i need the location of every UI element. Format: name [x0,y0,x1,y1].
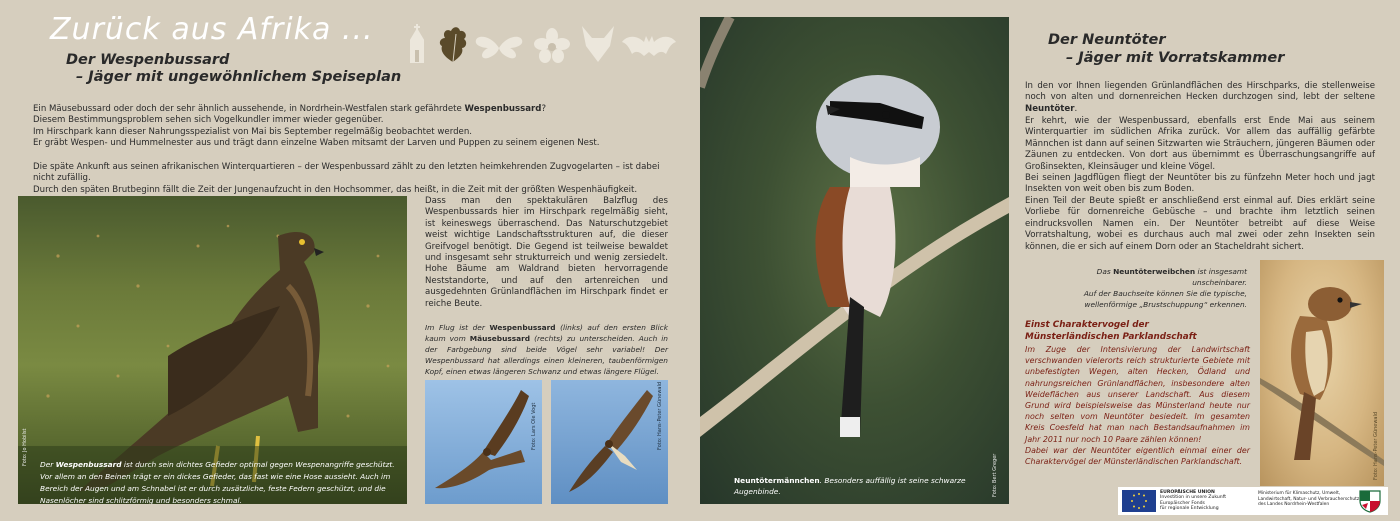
female-caption: Das Neuntöterweibchen ist insgesamt unscheinbarer. Auf der Bauchseite können Sie die typische, wellenförmige „Brustschuppung“ erkennen. [1083,267,1247,309]
intro-paragraph-2: Die späte Ankunft aus seinen afrikanischen Winterquartieren – der Wespenbussard zählt zu den letzten heimkehrenden Zugvogelarten – ist dabei nicht zufällig. Durch den späten Brutbeginn fällt die Zeit der Jungenaufzucht in den Hochsommer, das heißt, in die Zeit mit der größten Wespenhäufigkeit. [33,162,660,195]
flower-icon [534,28,570,64]
flight-photo-credit-1: Foto: Lars Ole Vogt [531,402,537,450]
male-caption: Neuntötermännchen. Besonders auffällig ist seine schwarze Augenbinde. [734,476,966,496]
page-title: Zurück aus Afrika ... [50,12,374,47]
intro-paragraph-1: Ein Mäusebussard oder doch der sehr ähnlich aussehende, in Nordrhein-Westfalen stark gefährdete Wespenbussard? Diesem Bestimmungsproblem sehen sich Vogelkundler immer wieder gegenüber. Im Hirschpark kann dieser Nahrungsspezialist von Mai bis September regelmäßig beobachtet werden. Er gräbt Wespen- und Hummelnester aus und trägt dann einzelne Waben mitsamt der Larven und Puppen zu seinem eigenen Nest. [33,104,600,149]
fox-icon [578,24,618,64]
red-backed-shrike-female-photo [1260,260,1384,486]
right-subtitle-line2: – Jäger mit Vorratskammer [1066,50,1285,66]
right-paragraph-3: Einen Teil der Beute spießt er anschließend erst einmal auf. Dies erklärt seine Vorliebe für dornenreiche Gebüsche – und brachte ihm letztlich seinen eindrucksvollen Namen ein. Der Neuntöter betreibt auf diese Weise Vorratshaltung, wobei es durchaus auch mal zwei oder zehn Insekten sein können, die er sich auf einem Dorn oder an Stacheldraht sichert. [1025,196,1375,252]
female-photo-credit: Foto: Hans-Peter Günewald [1373,411,1379,480]
right-paragraph-1: In den vor Ihnen liegenden Grünlandflächen des Hirschparks, die stellenweise noch von alten und dornenreichen Hecken durchzogen sind, lebt der seltene Neuntöter. [1025,81,1375,114]
eu-text: EUROPÄISCHE UNION Investition in unsere Zukunft Europäischer Fonds für regionale Entwicklung [1160,490,1227,512]
body-column: Dass man den spektakulären Balzflug des Wespenbussards hier im Hirschpark regelmäßig sieht, ist keineswegs überraschend. Das Naturschutzgebiet weist wichtige Landschaftsstrukturen auf, die dieser Greifvogel benötigt. Die Gegend ist teilweise bewaldet und insgesamt sehr strukturreich und wenig zersiedelt. Hohe Bäume am Waldrand bieten hervorragende Neststandorte, und auf den artenreichen und ausgedehnten Grünlandflächen im Hirschpark findet er reiche Beute. [425,196,668,309]
bat-icon [622,32,676,62]
right-paragraph-2: Er kehrt, wie der Wespenbussard, ebenfalls erst Ende Mai aus seinem Winterquartier im südlichen Afrika zurück. Vor allem das auffällig gefärbte Männchen ist dann auf seinen Sitzwarten wie Sträuchern, jüngeren Bäumen oder Zäunen zu entdecken. Von dort aus übernimmt es Überraschungsangriffe auf Großinsekten, Kleinsäuger und kleine Vögel. Bei seinen Jagdflügen fliegt der Neuntöter bis zu fünfzehn Meter hoch und jagt Insekten von weit oben bis zum Boden. [1025,116,1375,195]
honey-buzzard-photo [18,196,407,504]
logos-footer [1118,487,1388,515]
photo-credit: Foto: Jo Hobilst [22,428,28,466]
right-subtitle-line1: Der Neuntöter [1048,32,1166,48]
eu-flag-icon [1122,490,1156,512]
flight-photo-honey-buzzard [425,380,542,504]
subtitle-line1: Der Wespenbussard [66,52,230,68]
oak-leaf-icon [436,24,470,64]
subtitle-line2: – Jäger mit ungewöhnlichem Speiseplan [76,69,402,85]
red-backed-shrike-male-photo [700,17,1009,504]
nrw-coat-of-arms-icon [1358,489,1382,513]
butterfly-icon [474,34,524,62]
photo-caption: Der Wespenbussard ist durch sein dichtes Gefieder optimal gegen Wespenangriffe geschützt. Vor allem an den Beinen trägt er ein dickes Gefieder, das fast wie eine Hose aussieht. Auch im Bereich der Augen und am Schnabel ist er durch zusätzliche, feste Federn geschützt, und die Nasenlöcher sind schlitzförmig und besonders schmal. [40,460,395,504]
male-photo-credit: Foto: Bert Greger [992,453,998,497]
flight-caption: Im Flug ist der Wespenbussard (links) auf den ersten Blick kaum vom Mäusebussard (rechts) zu unterscheiden. Auch in der Farbgebung sind beide Vögel sehr variabel! Der Wespenbussard hat allerdings einen kleineren, taubenförmigen Kopf, einen etwas längeren Schwanz und etwas längere Flügel. [425,323,668,376]
box-text: Im Zuge der Intensivierung der Landwirtschaft verschwanden vielerorts reich strukturierte Gebiete mit unbefestigten Wegen, alten Hecken, Ödland und nahrungsreichen Grünlandflächen, insbesondere alten Weideflächen aus unserer Landschaft. Aus diesem Grund wird beispielsweise das Münsterland heute nur noch selten vom Neuntöter besiedelt. Im gesamten Kreis Coesfeld hat man nach Bestandsaufnahmen im Jahr 2011 nur noch 10 Paare zählen können! Dabei war der Neuntöter eigentlich einmal einer der Charaktervögel der Münsterländischen Parklandschaft. [1025,345,1250,467]
church-icon [405,22,429,64]
flight-photo-buzzard [551,380,668,504]
ministry-text: Ministerium für Klimaschutz, Umwelt, Landwirtschaft, Natur- und Verbraucherschutz des Landes Nordrhein-Westfalen [1258,491,1360,508]
box-title: Einst Charaktervogel der Münsterländischen Parklandschaft [1025,320,1197,342]
flight-photo-credit-2: Foto: Hans-Peter Günewald [657,381,663,450]
